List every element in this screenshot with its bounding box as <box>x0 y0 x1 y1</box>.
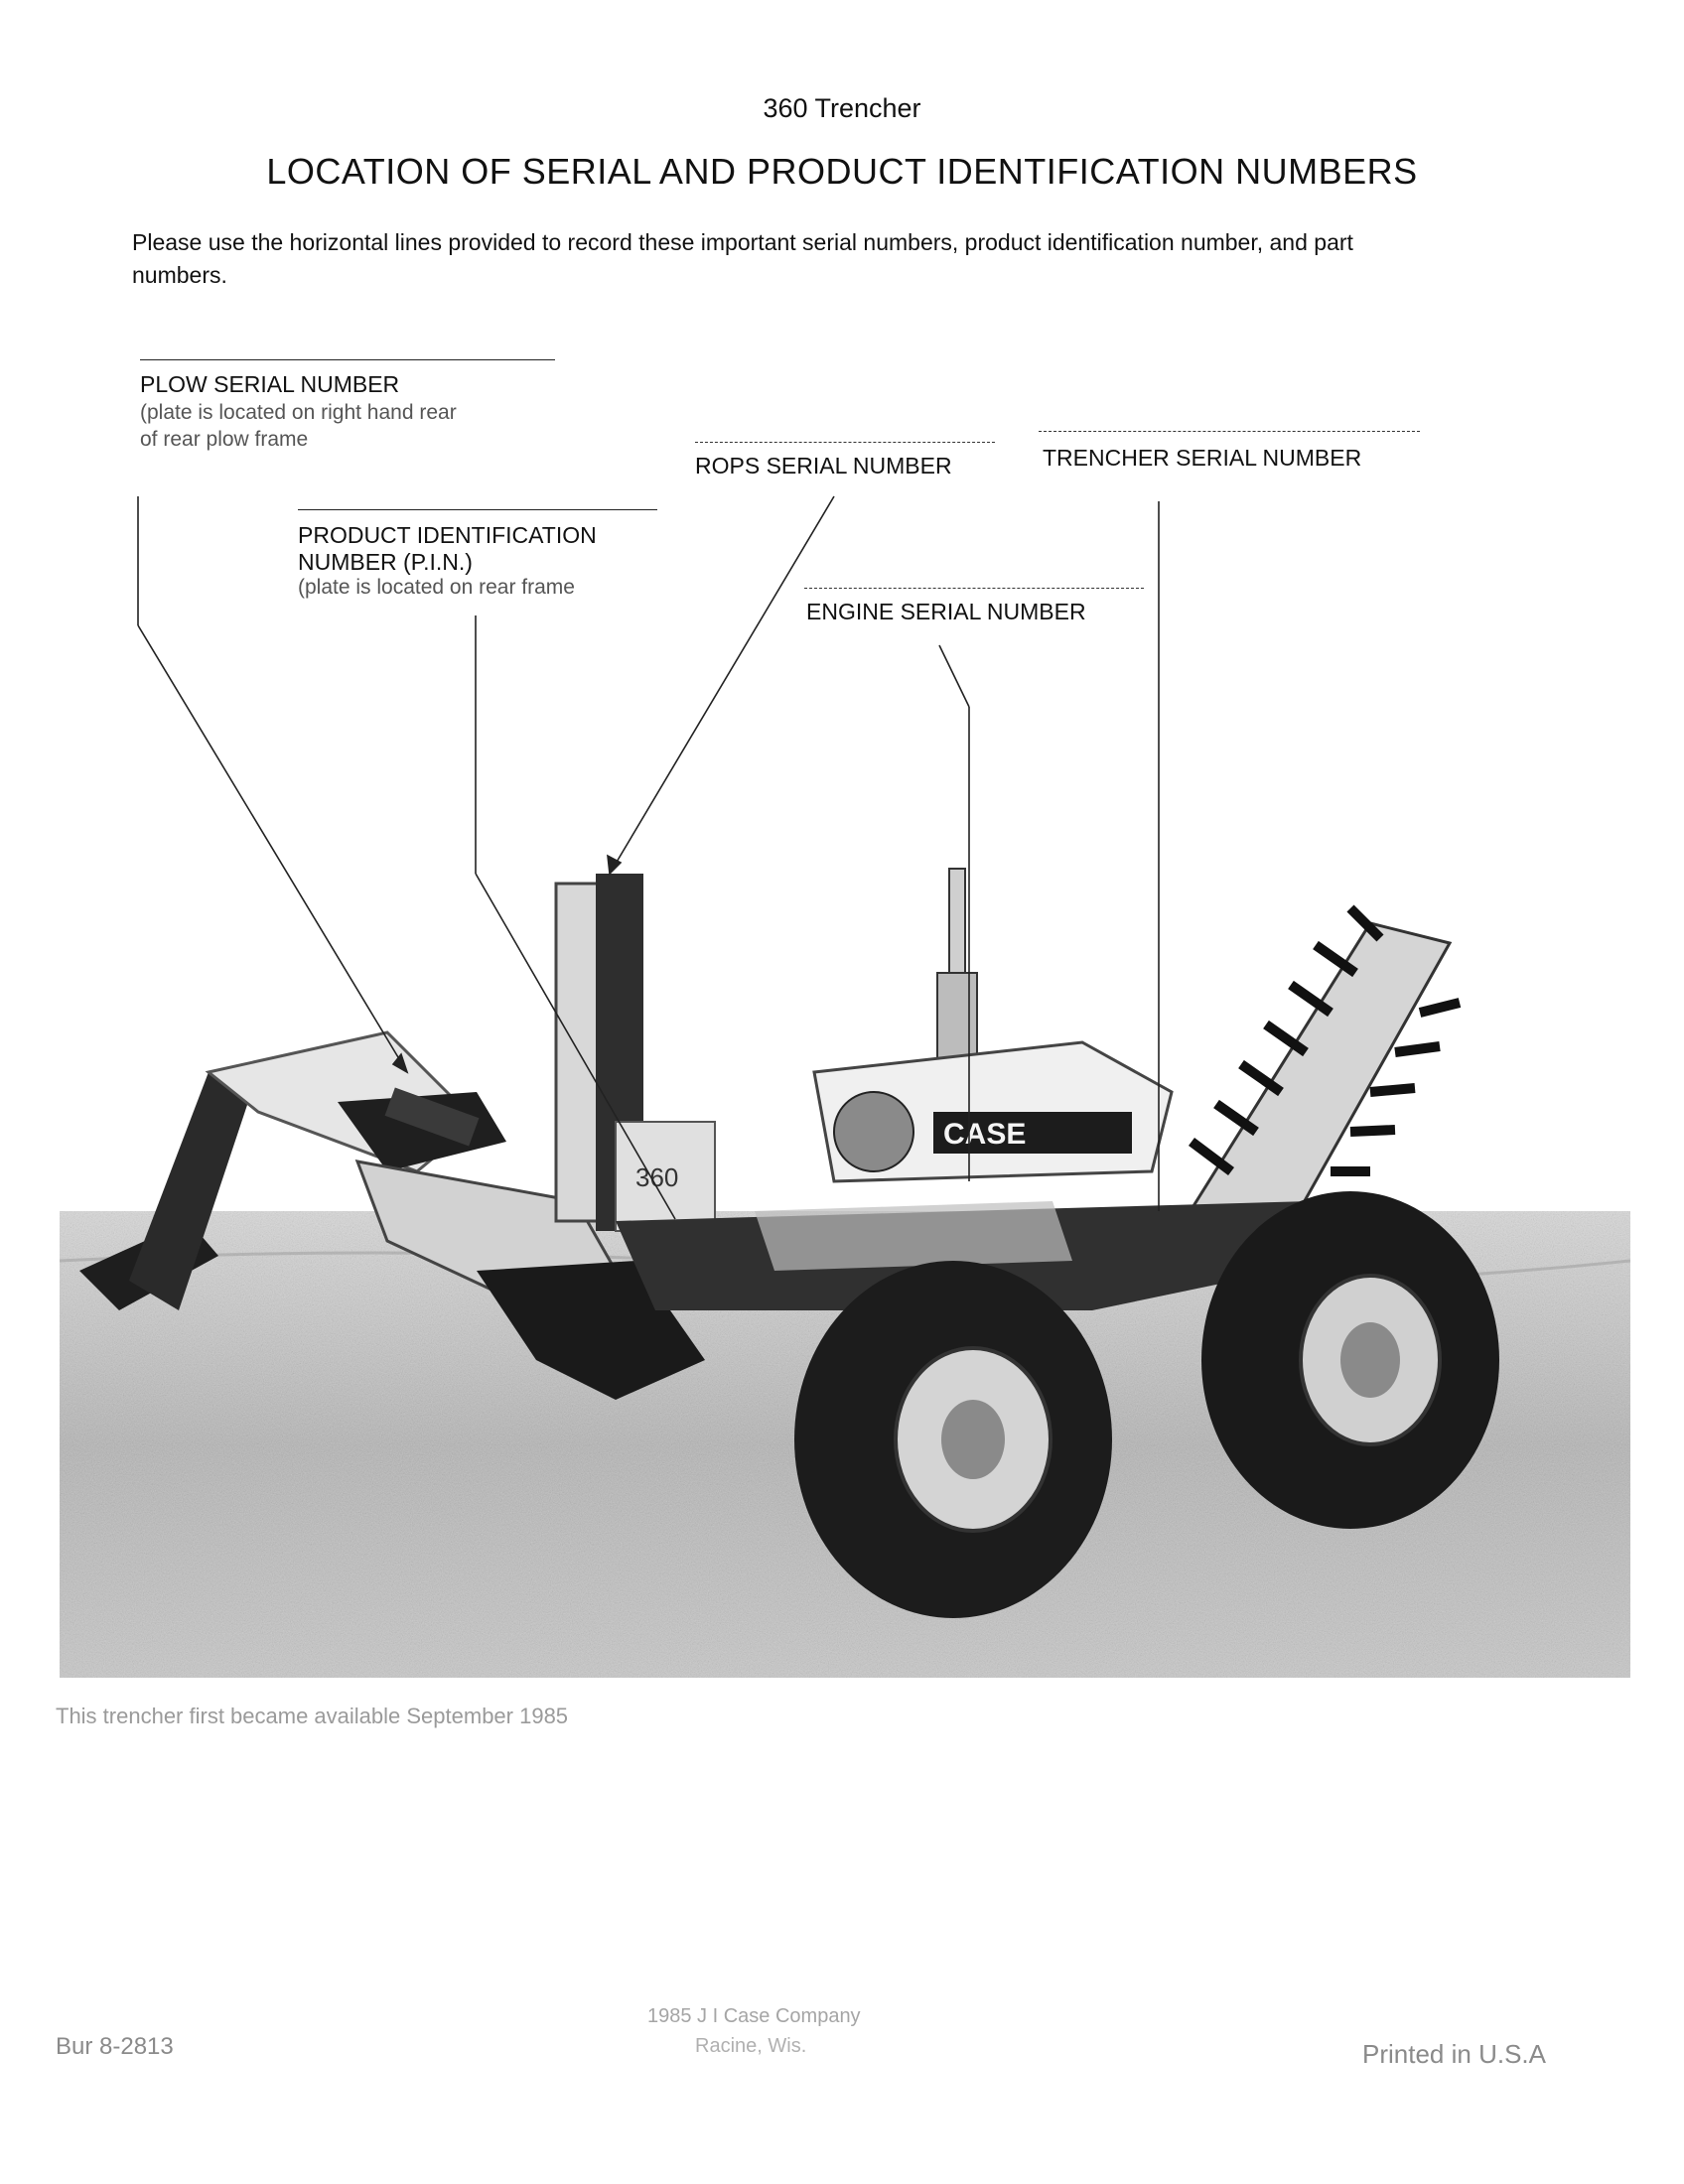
copyright-line1: 1985 J I Case Company <box>647 2005 861 2027</box>
engine-serial-label: ENGINE SERIAL NUMBER <box>806 599 1086 624</box>
trencher-serial-entry-line <box>1039 431 1420 432</box>
rops-frame <box>556 874 715 1231</box>
form-number: Bur 8-2813 <box>56 2033 174 2060</box>
rops-leader-line <box>610 496 834 874</box>
plow-serial-note-line2: of rear plow frame <box>140 428 309 451</box>
pin-entry-line <box>298 509 657 510</box>
printed-in-usa: Printed in U.S.A <box>1362 2039 1546 2069</box>
pin-note: (plate is located on rear frame <box>298 576 575 599</box>
rops-serial-label: ROPS SERIAL NUMBER <box>695 453 952 478</box>
engine-hood <box>814 1042 1172 1181</box>
availability-note: This trencher first became available September 1985 <box>56 1704 569 1728</box>
engine-serial-entry-line <box>804 588 1144 589</box>
rops-serial-entry-line <box>695 442 995 443</box>
pin-label-line1: PRODUCT IDENTIFICATION <box>298 522 597 548</box>
copyright-line2: Racine, Wis. <box>695 2035 807 2057</box>
plow-serial-entry-line <box>140 359 555 360</box>
trencher-serial-label: TRENCHER SERIAL NUMBER <box>1043 445 1362 471</box>
hood-brand-logo: CASE <box>943 1118 1027 1151</box>
plow-serial-label: PLOW SERIAL NUMBER <box>140 371 400 397</box>
front-wheel <box>1201 1191 1499 1529</box>
exhaust-stack <box>937 869 977 1082</box>
plow-serial-note-line1: (plate is located on right hand rear <box>140 401 457 424</box>
rear-wheel <box>794 1261 1112 1618</box>
engine-leader-line <box>939 645 969 707</box>
document-model-name: 360 Trencher <box>763 93 921 123</box>
trencher-photo <box>60 844 1630 1678</box>
pin-label-line2: NUMBER (P.I.N.) <box>298 549 473 575</box>
machine-badge-number: 360 <box>635 1162 679 1192</box>
page-title: LOCATION OF SERIAL AND PRODUCT IDENTIFICATION NUMBERS <box>266 151 1418 192</box>
intro-paragraph: Please use the horizontal lines provided to record these important serial numbers, product identification number, and part numbers. <box>132 229 1353 288</box>
